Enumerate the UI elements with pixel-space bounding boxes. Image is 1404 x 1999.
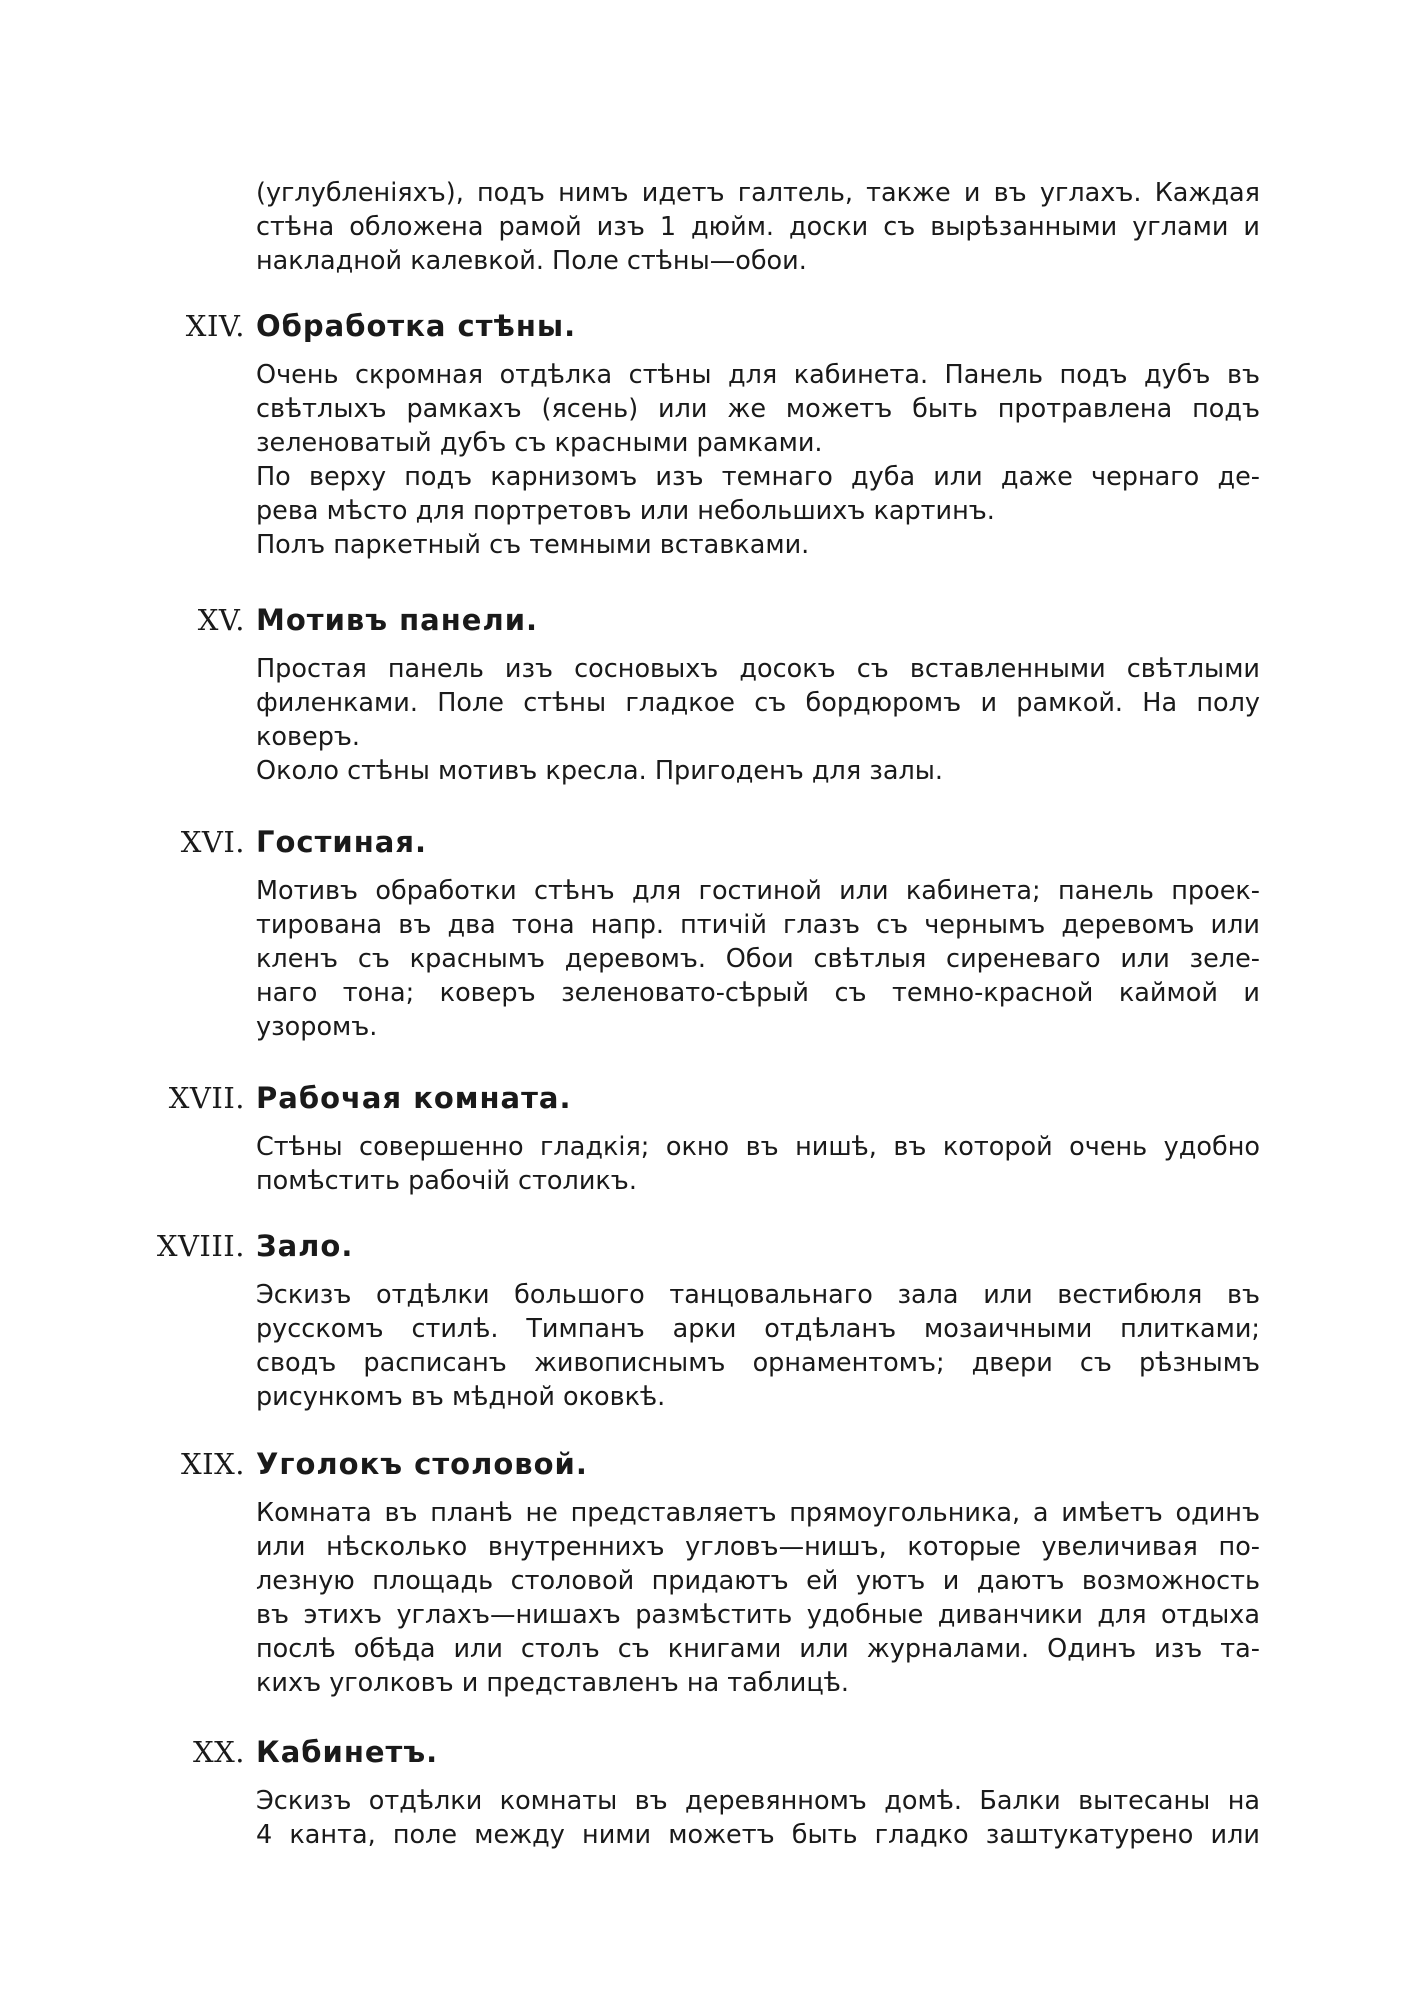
section-heading — [0, 304, 1404, 348]
text-line: рева мѣсто для портретовъ или небольшихъ картинъ. — [256, 496, 995, 526]
section-numeral: XVII. — [168, 1081, 245, 1115]
section-title: Гостиная. — [256, 825, 427, 859]
text-line: накладной калевкой. Поле стѣны—обои. — [256, 246, 807, 276]
text-line: Эскизъ отдѣлки комнаты въ деревянномъ домѣ. Балки вытесаны на — [256, 1786, 1260, 1816]
section-numeral: XIX. — [181, 1447, 245, 1481]
intro-paragraph — [256, 176, 1260, 278]
section-title: Кабинетъ. — [256, 1735, 439, 1769]
text-line: 4 канта, поле между ними можетъ быть гладко заштукатурено или — [256, 1820, 1260, 1850]
text-line: кленъ съ краснымъ деревомъ. Обои свѣтлыя сиреневаго или зеле- — [256, 944, 1260, 974]
text-line: По верху подъ карнизомъ изъ темнаго дуба или даже чернаго де- — [256, 462, 1260, 492]
section-numeral: XV. — [197, 603, 245, 637]
section-body — [256, 1278, 1260, 1414]
section-title: Обработка стѣны. — [256, 309, 577, 343]
text-line: Эскизъ отдѣлки большого танцовальнаго зала или вестибюля въ — [256, 1280, 1260, 1310]
text-line: Очень скромная отдѣлка стѣны для кабинета. Панель подъ дубъ въ — [256, 360, 1260, 390]
text-line: стѣна обложена рамой изъ 1 дюйм. доски съ вырѣзанными углами и — [256, 212, 1260, 242]
section-heading — [0, 1224, 1404, 1268]
text-line: филенками. Поле стѣны гладкое съ бордюромъ и рамкой. На полу — [256, 688, 1260, 718]
section-body — [256, 1130, 1260, 1198]
section-numeral: XIV. — [185, 309, 245, 343]
text-line: Простая панель изъ сосновыхъ досокъ съ вставленными свѣтлыми — [256, 654, 1260, 684]
section-heading — [0, 820, 1404, 864]
section-heading — [0, 1442, 1404, 1486]
text-line: свѣтлыхъ рамкахъ (ясень) или же можетъ быть протравлена подъ — [256, 394, 1260, 424]
section-numeral: XVIII. — [156, 1229, 245, 1263]
text-line: кихъ уголковъ и представленъ на таблицѣ. — [256, 1668, 849, 1698]
section-heading — [0, 1730, 1404, 1774]
section-body — [256, 358, 1260, 562]
text-line: Стѣны совершенно гладкія; окно въ нишѣ, въ которой очень удобно — [256, 1132, 1260, 1162]
text-line: въ этихъ углахъ—нишахъ размѣстить удобные диванчики для отдыха — [256, 1600, 1260, 1630]
section-xx — [0, 1730, 1404, 1850]
section-numeral: XVI. — [180, 825, 245, 859]
section-body — [256, 1496, 1260, 1700]
section-xiv — [0, 304, 1404, 560]
text-line: Мотивъ обработки стѣнъ для гостиной или кабинета; панель проек- — [256, 876, 1260, 906]
section-xv — [0, 598, 1404, 786]
section-body — [256, 874, 1260, 1044]
text-line: русскомъ стилѣ. Тимпанъ арки отдѣланъ мозаичными плитками; — [256, 1314, 1260, 1344]
section-numeral: XX. — [192, 1735, 245, 1769]
section-heading — [0, 1076, 1404, 1120]
text-line: Полъ паркетный съ темными вставками. — [256, 530, 810, 560]
text-line: зеленоватый дубъ съ красными рамками. — [256, 428, 823, 458]
text-line: лезную площадь столовой придаютъ ей уютъ и даютъ возможность — [256, 1566, 1260, 1596]
text-line: сводъ расписанъ живописнымъ орнаментомъ; двери съ рѣзнымъ — [256, 1348, 1260, 1378]
section-title: Мотивъ панели. — [256, 603, 539, 637]
text-line: помѣстить рабочій столикъ. — [256, 1166, 637, 1196]
text-line: наго тона; коверъ зеленовато-сѣрый съ темно-красной каймой и — [256, 978, 1260, 1008]
text-line: узоромъ. — [256, 1012, 378, 1042]
text-line: рисункомъ въ мѣдной оковкѣ. — [256, 1382, 666, 1412]
section-title: Рабочая комната. — [256, 1081, 572, 1115]
text-line: или нѣсколько внутреннихъ угловъ—нишъ, которые увеличивая по- — [256, 1532, 1260, 1562]
section-body — [256, 1784, 1260, 1852]
section-xvii — [0, 1076, 1404, 1196]
text-line: Около стѣны мотивъ кресла. Пригоденъ для залы. — [256, 756, 943, 786]
text-line: послѣ обѣда или столъ съ книгами или журналами. Одинъ изъ та- — [256, 1634, 1260, 1664]
section-title: Уголокъ столовой. — [256, 1447, 588, 1481]
section-xviii — [0, 1224, 1404, 1412]
section-xix — [0, 1442, 1404, 1698]
section-heading — [0, 598, 1404, 642]
section-body — [256, 652, 1260, 788]
section-title: Зало. — [256, 1229, 354, 1263]
section-xvi — [0, 820, 1404, 1042]
text-line: тирована въ два тона напр. птичій глазъ съ чернымъ деревомъ или — [256, 910, 1260, 940]
text-line: Комната въ планѣ не представляетъ прямоугольника, а имѣетъ одинъ — [256, 1498, 1260, 1528]
text-line: (углубленіяхъ), подъ нимъ идетъ галтель, также и въ углахъ. Каждая — [256, 178, 1260, 208]
text-line: коверъ. — [256, 722, 361, 752]
